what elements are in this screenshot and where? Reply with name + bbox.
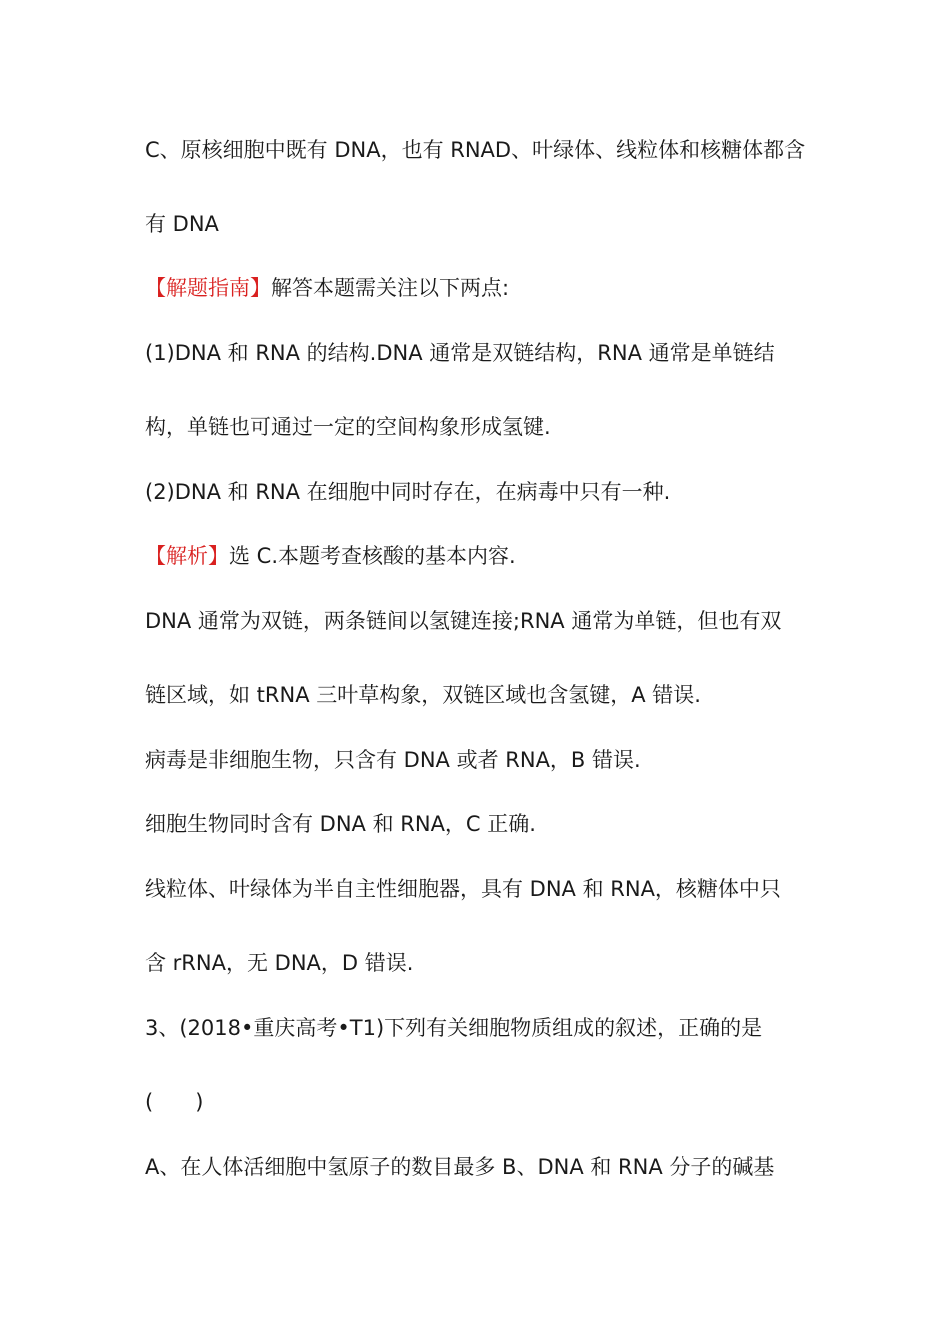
text: A、在人体活细胞中氢原子的数目最多 B、DNA 和 RNA 分子的碱基 <box>145 1155 775 1179</box>
question-3-answer-blank <box>145 1088 203 1116</box>
text: 线粒体、叶绿体为半自主性细胞器，具有 DNA 和 RNA，核糖体中只 <box>145 877 781 901</box>
analysis-c <box>145 810 536 838</box>
guide-point-2 <box>145 478 670 506</box>
text: 3、(2018•重庆高考•T1)下列有关细胞物质组成的叙述，正确的是 <box>145 1016 763 1040</box>
analysis-a-line-1 <box>145 607 781 635</box>
text: 选 C.本题考查核酸的基本内容. <box>229 544 516 568</box>
text: 细胞生物同时含有 DNA 和 RNA，C 正确. <box>145 812 536 836</box>
text: (2)DNA 和 RNA 在细胞中同时存在，在病毒中只有一种. <box>145 480 671 504</box>
text: C、原核细胞中既有 DNA，也有 RNAD、叶绿体、线粒体和核糖体都含 <box>145 138 806 162</box>
analysis-a-line-2 <box>145 681 701 709</box>
text: 解答本题需关注以下两点: <box>271 276 510 300</box>
analysis-d-line-2 <box>145 949 413 977</box>
guide-point-1-line-2 <box>145 413 551 441</box>
text: 病毒是非细胞生物，只含有 DNA 或者 RNA，B 错误. <box>145 748 641 772</box>
guide-point-1-line-1 <box>145 339 775 367</box>
text: (1)DNA 和 RNA 的结构.DNA 通常是双链结构，RNA 通常是单链结 <box>145 341 775 365</box>
question-3-stem <box>145 1014 762 1042</box>
option-c-line-1 <box>145 136 805 164</box>
option-c-line-2 <box>145 210 219 238</box>
analysis-tag: 【解析】 <box>145 544 229 568</box>
guide-heading <box>145 274 509 302</box>
analysis-heading <box>145 542 516 570</box>
text: 构，单链也可通过一定的空间构象形成氢键. <box>145 415 551 439</box>
question-3-options <box>145 1153 774 1181</box>
text: 含 rRNA，无 DNA，D 错误. <box>145 951 414 975</box>
guide-tag: 【解题指南】 <box>145 276 271 300</box>
analysis-d-line-1 <box>145 875 781 903</box>
analysis-b <box>145 746 641 774</box>
text: ( ) <box>145 1090 204 1114</box>
text: 链区域，如 tRNA 三叶草构象，双链区域也含氢键，A 错误. <box>145 683 701 707</box>
text: 有 DNA <box>145 212 219 236</box>
text: DNA 通常为双链，两条链间以氢键连接;RNA 通常为单链，但也有双 <box>145 609 782 633</box>
